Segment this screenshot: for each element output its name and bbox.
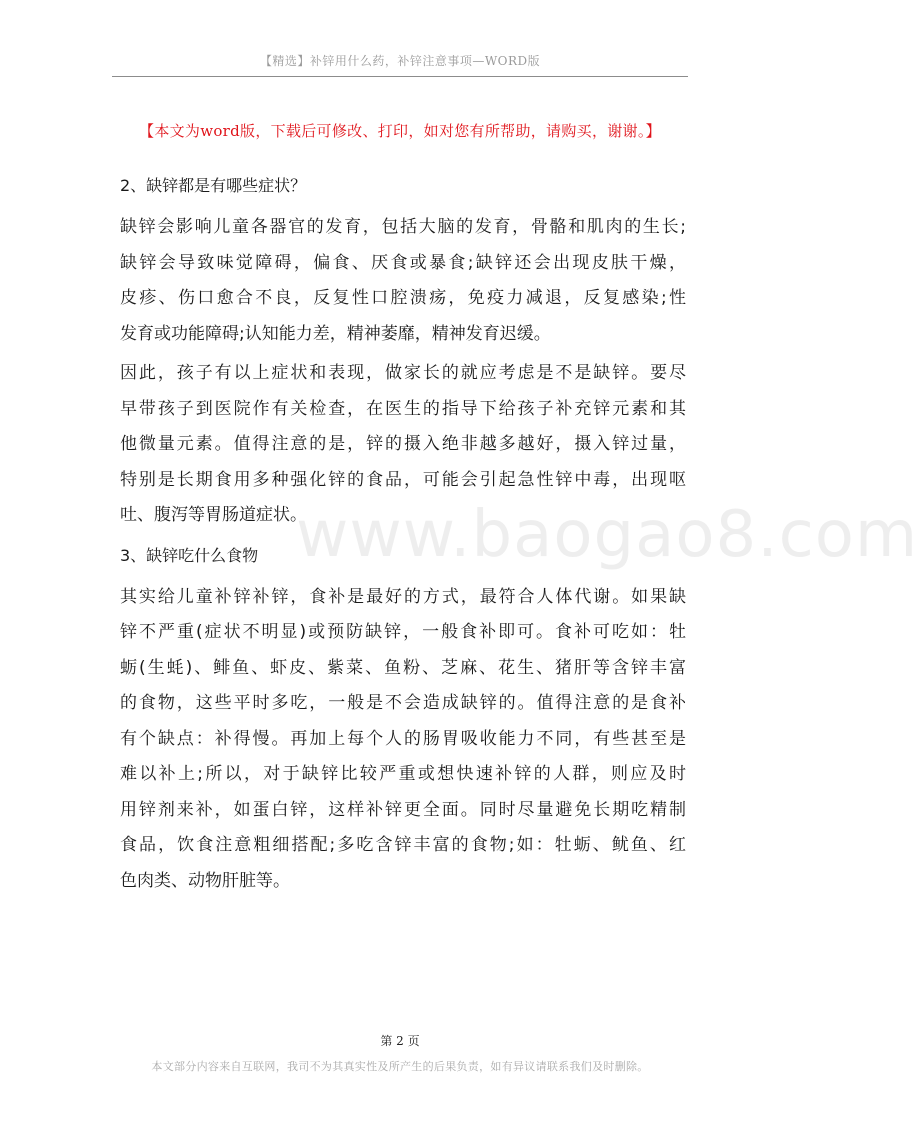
text-line: 缺锌会导致味觉障碍，偏食、厌食或暴食;缺锌还会出现皮肤干燥， bbox=[120, 252, 686, 273]
editable-notice: 【本文为word版，下载后可修改、打印，如对您有所帮助，请购买，谢谢。】 bbox=[139, 122, 661, 140]
footer-disclaimer: 本文部分内容来自互联网，我司不为其真实性及所产生的后果负责，如有异议请联系我们及时删除。 bbox=[151, 1060, 649, 1073]
text-line: 蛎(生蚝)、鲱鱼、虾皮、紫菜、鱼粉、芝麻、花生、猪肝等含锌丰富 bbox=[120, 657, 686, 678]
site-watermark: www.baogao8.com bbox=[296, 498, 918, 572]
text-line: 其实给儿童补锌补锌，食补是最好的方式，最符合人体代谢。如果缺 bbox=[120, 586, 686, 607]
text-line: 发育或功能障碍;认知能力差，精神萎靡，精神发育迟缓。 bbox=[120, 323, 551, 344]
text-line: 锌不严重(症状不明显)或预防缺锌，一般食补即可。食补可吃如：牡 bbox=[120, 622, 686, 642]
text-line: 的食物，这些平时多吃，一般是不会造成缺锌的。值得注意的是食补 bbox=[120, 693, 686, 713]
text-line: 早带孩子到医院作有关检查，在医生的指导下给孩子补充锌元素和其 bbox=[120, 398, 686, 419]
text-line: 有个缺点：补得慢。再加上每个人的肠胃吸收能力不同，有些甚至是 bbox=[120, 728, 686, 749]
text-line: 用锌剂来补，如蛋白锌，这样补锌更全面。同时尽量避免长期吃精制 bbox=[120, 799, 686, 820]
paragraph bbox=[120, 580, 686, 900]
text-line: 难以补上;所以，对于缺锌比较严重或想快速补锌的人群，则应及时 bbox=[120, 764, 686, 784]
page-header: 【精选】补锌用什么药，补锌注意事项—WORD版 bbox=[259, 54, 541, 68]
section-heading: 3、缺锌吃什么食物 bbox=[120, 545, 259, 565]
page-number: 第 2 页 bbox=[380, 1034, 420, 1048]
text-line: 他微量元素。值得注意的是，锌的摄入绝非越多越好，摄入锌过量， bbox=[120, 434, 686, 454]
text-line: 色肉类、动物肝脏等。 bbox=[120, 870, 290, 891]
text-line: 因此，孩子有以上症状和表现，做家长的就应考虑是不是缺锌。要尽 bbox=[120, 363, 686, 383]
section-heading: 2、缺锌都是有哪些症状？ bbox=[120, 176, 307, 195]
header-divider bbox=[112, 76, 688, 77]
text-line: 吐、腹泻等胃肠道症状。 bbox=[120, 505, 307, 525]
text-line: 食品，饮食注意粗细搭配;多吃含锌丰富的食物;如：牡蛎、鱿鱼、红 bbox=[120, 835, 686, 855]
text-line: 特别是长期食用多种强化锌的食品，可能会引起急性锌中毒，出现呕 bbox=[120, 469, 686, 490]
paragraph bbox=[120, 356, 686, 534]
text-line: 皮疹、伤口愈合不良，反复性口腔溃疡，免疫力减退，反复感染;性 bbox=[120, 288, 686, 308]
text-line: 缺锌会影响儿童各器官的发育，包括大脑的发育，骨骼和肌肉的生长; bbox=[120, 217, 686, 237]
paragraph bbox=[120, 210, 686, 352]
document-body bbox=[120, 168, 686, 903]
